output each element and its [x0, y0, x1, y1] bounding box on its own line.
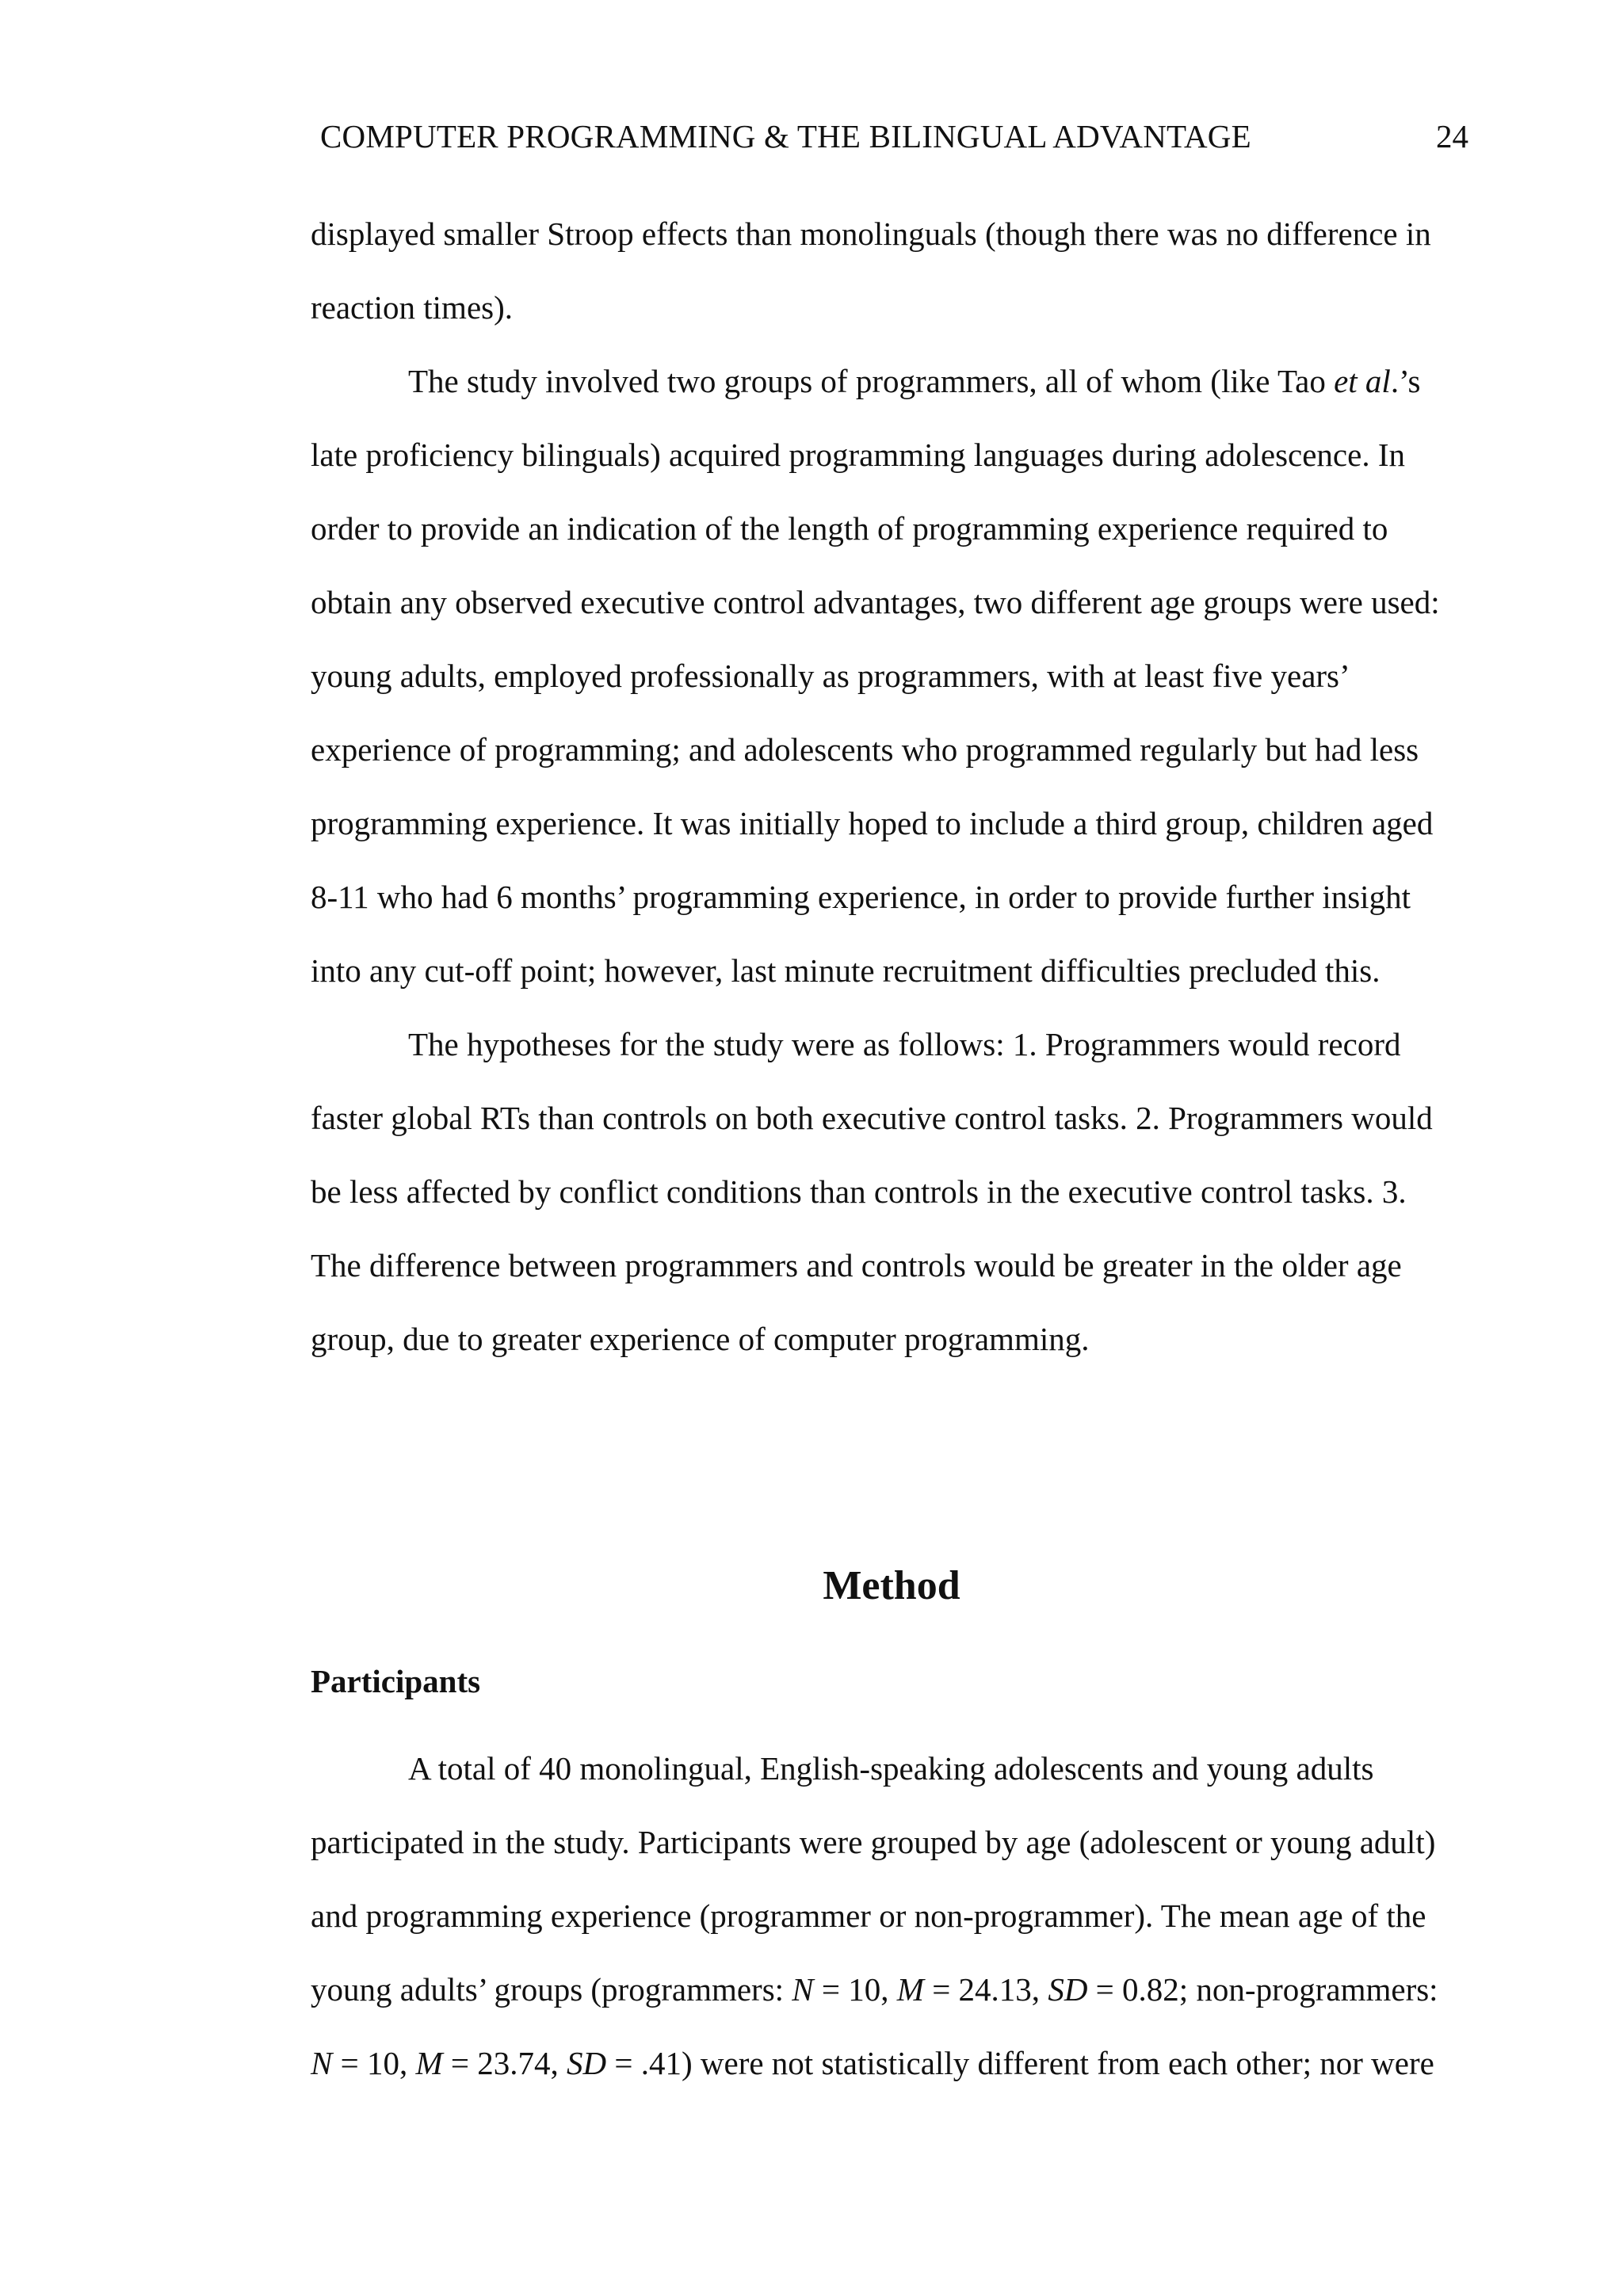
- text-line: [311, 2027, 1468, 2100]
- italic-text: et al: [1334, 363, 1391, 399]
- text-line: [311, 1953, 1468, 2027]
- italic-text: SD: [1048, 1971, 1088, 2008]
- paragraph-hypotheses: [311, 1008, 1468, 1376]
- text-line: experience of programming; and adolescents who programmed regularly but had less: [311, 731, 1419, 768]
- page-number: 24: [1436, 118, 1468, 154]
- text-run: = 24.13,: [923, 1971, 1048, 2008]
- text-line: displayed smaller Stroop effects than monolinguals (though there was no difference in: [311, 215, 1431, 252]
- text-run: = 10,: [813, 1971, 897, 2008]
- subsection-heading: Participants: [311, 1663, 481, 1699]
- text-line: group, due to greater experience of computer programming.: [311, 1321, 1090, 1357]
- text-line: The hypotheses for the study were as follows: 1. Programmers would record: [408, 1026, 1401, 1062]
- section-heading: Method: [823, 1563, 960, 1608]
- text-run: = .41) were not statistically different from each other; nor were: [606, 2045, 1434, 2081]
- text-line: participated in the study. Participants were grouped by age (adolescent or young adult): [311, 1824, 1436, 1860]
- paragraph-continuation: [311, 197, 1468, 345]
- text-line: young adults, employed professionally as programmers, with at least five years’: [311, 658, 1350, 694]
- text-line: be less affected by conflict conditions than controls in the executive control tasks. 3.: [311, 1173, 1407, 1210]
- text-line: late proficiency bilinguals) acquired programming languages during adolescence. In: [311, 437, 1405, 473]
- text-line: 8-11 who had 6 months’ programming experience, in order to provide further insight: [311, 879, 1411, 915]
- intro-section: [311, 197, 1468, 1376]
- italic-text: N: [311, 2045, 333, 2081]
- text-line: reaction times).: [311, 289, 514, 326]
- italic-text: SD: [567, 2045, 607, 2081]
- text-line: programming experience. It was initially hoped to include a third group, children aged: [311, 805, 1434, 841]
- running-head: COMPUTER PROGRAMMING & THE BILINGUAL ADVANTAGE: [320, 118, 1251, 154]
- text-line: into any cut-off point; however, last minute recruitment difficulties precluded this.: [311, 952, 1381, 989]
- italic-text: M: [896, 1971, 924, 2008]
- text-line: A total of 40 monolingual, English-speaking adolescents and young adults: [408, 1750, 1374, 1787]
- text-line: faster global RTs than controls on both executive control tasks. 2. Programmers would: [311, 1100, 1433, 1136]
- text-run: The study involved two groups of programmers, all of whom (like Tao: [408, 363, 1335, 399]
- text-line: order to provide an indication of the length of programming experience required to: [311, 510, 1388, 547]
- text-line: and programming experience (programmer or non-programmer). The mean age of the: [311, 1897, 1426, 1934]
- text-run: = 0.82; non-programmers:: [1087, 1971, 1438, 2008]
- text-line: obtain any observed executive control advantages, two different age groups were used:: [311, 584, 1440, 620]
- text-run: young adults’ groups (programmers:: [311, 1971, 792, 2008]
- paragraph-participants: [311, 1732, 1468, 2100]
- italic-text: M: [415, 2045, 443, 2081]
- text-line: The difference between programmers and controls would be greater in the older age: [311, 1247, 1402, 1283]
- text-line: [311, 345, 1468, 418]
- text-run: .’s: [1390, 363, 1421, 399]
- text-run: = 10,: [332, 2045, 416, 2081]
- italic-text: N: [792, 1971, 814, 2008]
- participants-section: [311, 1732, 1468, 2100]
- text-run: = 23.74,: [442, 2045, 567, 2081]
- paragraph-study-groups: [311, 345, 1468, 1008]
